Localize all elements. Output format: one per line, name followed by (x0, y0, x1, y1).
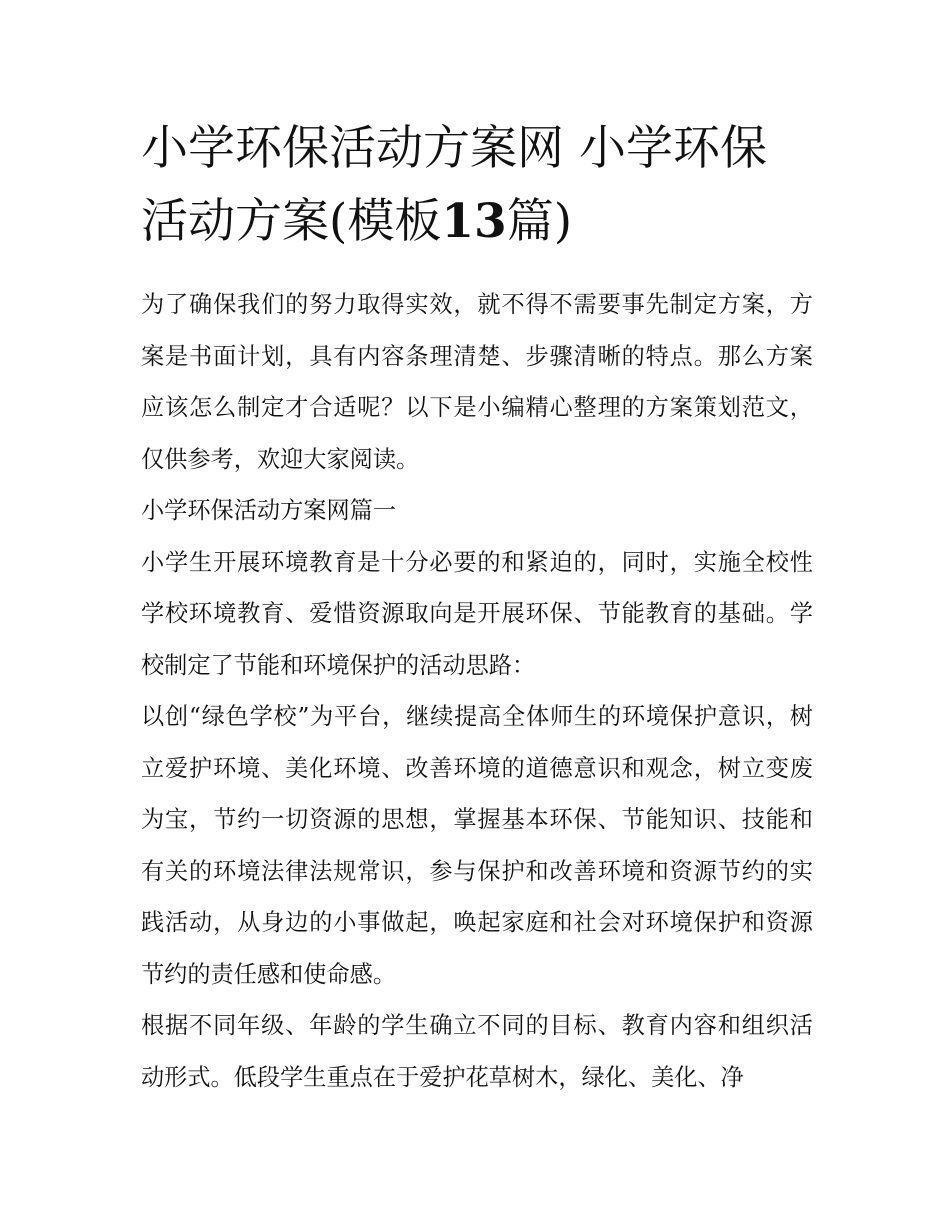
body-paragraph-1: 小学生开展环境教育是十分必要的和紧迫的，同时，实施全校性学校环境教育、爱惜资源取向是开展环保、节能教育的基础。学校制定了节能和环境保护的活动思路： (141, 548, 813, 679)
intro-paragraph: 为了确保我们的努力取得实效，就不得不需要事先制定方案，方案是书面计划，具有内容条理清楚、步骤清晰的特点。那么方案应该怎么制定才合适呢？以下是小编精心整理的方案策划范文，仅供参考，欢迎大家阅读。 (141, 291, 813, 473)
document-title (141, 112, 813, 258)
section-heading: 小学环保活动方案网篇一 (141, 497, 397, 524)
body-paragraph-2: 以创“绿色学校”为平台，继续提高全体师生的环境保护意识，树立爱护环境、美化环境、改善环境的道德意识和观念，树立变废为宝，节约一切资源的思想，掌握基本环保、节能知识、技能和有关的环境法律法规常识，参与保护和改善环境和资源节约的实践活动，从身边的小事做起，唤起家庭和社会对环境保护和资源节约的责任感和使命感。 (141, 703, 813, 988)
body-paragraph-3: 根据不同年级、年龄的学生确立不同的目标、教育内容和组织活动形式。低段学生重点在于爱护花草树木，绿化、美化、净 (141, 1012, 813, 1091)
document-body (141, 279, 813, 1103)
title-text: 小学环保活动方案网 小学环保活动方案(模板 (141, 121, 767, 249)
document-page (141, 112, 813, 1103)
title-number: 13 (441, 194, 507, 249)
title-suffix: 篇) (506, 194, 573, 249)
